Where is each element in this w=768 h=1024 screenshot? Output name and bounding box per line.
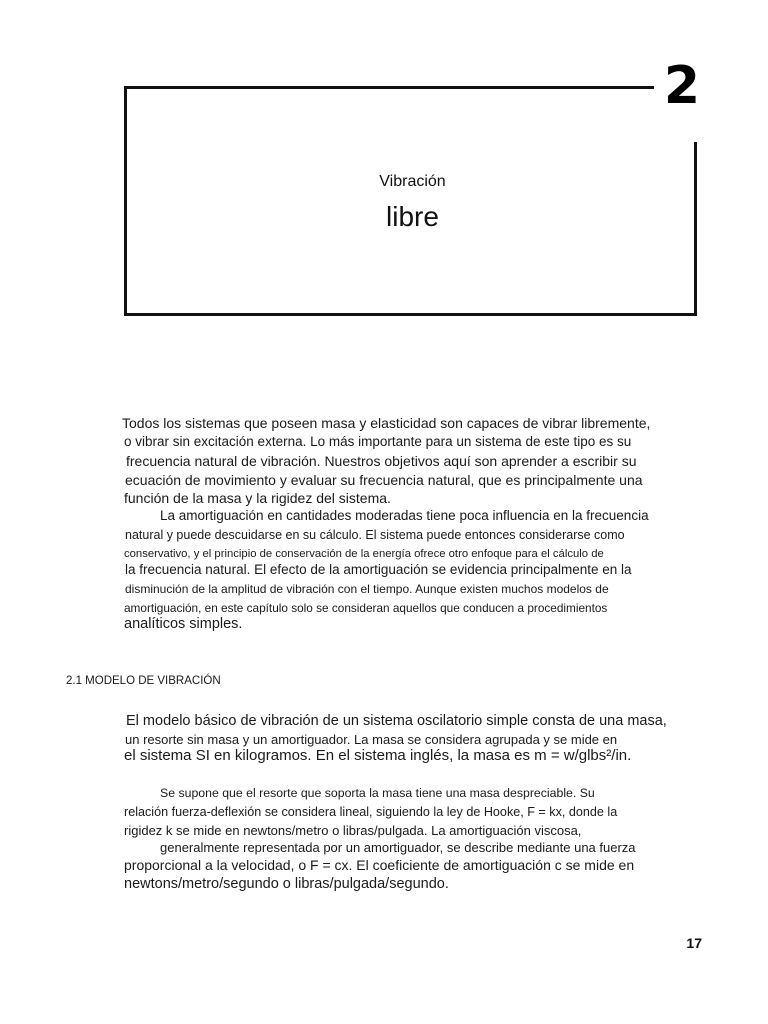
section-line: generalmente representada por un amortiguador, se describe mediante una fuerza bbox=[160, 840, 636, 855]
intro-line: la frecuencia natural. El efecto de la amortiguación se evidencia principalmente en la bbox=[125, 562, 632, 577]
section-line: newtons/metro/segundo o libras/pulgada/segundo. bbox=[124, 876, 449, 892]
section-line: un resorte sin masa y un amortiguador. La masa se considera agrupada y se mide en bbox=[125, 732, 618, 747]
chapter-frame-right-border bbox=[694, 142, 697, 316]
section-line: El modelo básico de vibración de un sistema oscilatorio simple consta de una masa, bbox=[126, 713, 667, 729]
page-number: 17 bbox=[686, 935, 702, 951]
section-line: relación fuerza-deflexión se considera lineal, siguiendo la ley de Hooke, F = kx, donde la bbox=[124, 805, 618, 819]
intro-line: natural y puede descuidarse en su cálculo. El sistema puede entonces considerarse como bbox=[125, 528, 625, 542]
section-line: rigidez k se mide en newtons/metro o libras/pulgada. La amortiguación viscosa, bbox=[124, 823, 582, 838]
section-heading: 2.1 MODELO DE VIBRACIÓN bbox=[66, 675, 221, 687]
section-line: el sistema SI en kilogramos. En el sistema inglés, la masa es m = w/glbs²/in. bbox=[124, 747, 632, 764]
intro-line: disminución de la amplitud de vibración con el tiempo. Aunque existen muchos modelos de bbox=[125, 582, 609, 596]
intro-line: analíticos simples. bbox=[124, 616, 243, 632]
intro-line: o vibrar sin excitación externa. Lo más importante para un sistema de este tipo es su bbox=[124, 434, 632, 449]
intro-line: La amortiguación en cantidades moderadas tiene poca influencia en la frecuencia bbox=[160, 508, 649, 523]
intro-line: amortiguación, en este capítulo solo se consideran aquellos que conducen a procedimientos bbox=[124, 601, 608, 615]
chapter-frame-left-border bbox=[124, 86, 127, 316]
chapter-title-line1: Vibración bbox=[379, 173, 446, 190]
intro-line: conservativo, y el principio de conservación de la energía ofrece otro enfoque para el cálculo de bbox=[124, 548, 604, 560]
intro-line: Todos los sistemas que poseen masa y elasticidad son capaces de vibrar libremente, bbox=[122, 415, 651, 431]
intro-line: ecuación de movimiento y evaluar su frecuencia natural, que es principalmente una bbox=[125, 472, 643, 488]
section-line: Se supone que el resorte que soporta la masa tiene una masa despreciable. Su bbox=[160, 786, 595, 800]
chapter-frame-top-rule bbox=[124, 86, 654, 89]
section-line: proporcional a la velocidad, o F = cx. El coeficiente de amortiguación c se mide en bbox=[124, 857, 635, 873]
chapter-frame-bottom-border bbox=[124, 313, 697, 316]
intro-line: función de la masa y la rigidez del sistema. bbox=[124, 490, 391, 506]
intro-line: frecuencia natural de vibración. Nuestros objetivos aquí son aprender a escribir su bbox=[126, 453, 637, 469]
chapter-number: 2 bbox=[663, 56, 701, 116]
chapter-title-line2: libre bbox=[386, 201, 439, 232]
